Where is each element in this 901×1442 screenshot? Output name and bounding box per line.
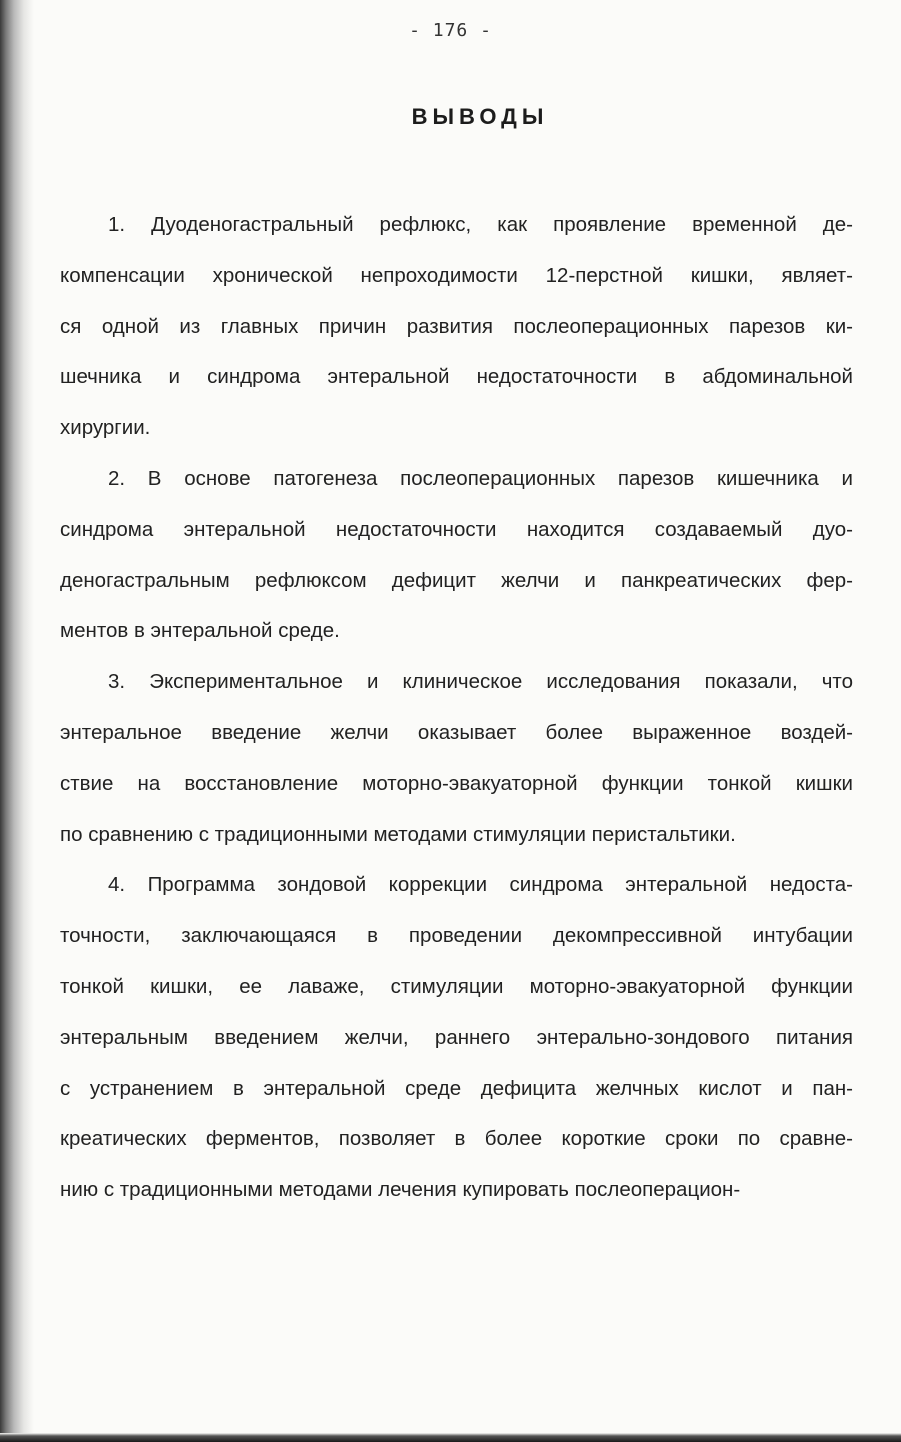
text-line: нию с традиционными методами лечения купировать послеоперацион- [60,1178,741,1202]
text-line: энтеральное введение желчи оказывает более выраженное воздей- [60,720,853,744]
page-number: - 176 - [409,20,492,41]
scan-binding-shadow [0,0,34,1442]
text-line: шечника и синдрома энтеральной недостаточности в абдоминальной [60,365,853,389]
text-line: ментов в энтеральной среде. [60,619,340,643]
paragraph-3 [60,657,853,860]
text-line: энтеральным введением желчи, раннего энтерально-зондового питания [60,1025,853,1049]
text-line: хирургии. [60,416,151,440]
text-line: креатических ферментов, позволяет в более короткие сроки по сравне- [60,1127,853,1151]
text-line: точности, заключающаяся в проведении декомпрессивной интубации [60,924,853,948]
text-line: деногастральным рефлюксом дефицит желчи и панкреатических фер- [60,568,853,592]
text-line: синдрома энтеральной недостаточности находится создаваемый дуо- [60,517,853,541]
text-line: ся одной из главных причин развития послеоперационных парезов ки- [60,314,853,338]
text-line: 1. Дуоденогастральный рефлюкс, как проявление временной де- [108,213,853,236]
text-line: ствие на восстановление моторно-эвакуаторной функции тонкой кишки [60,771,853,795]
section-heading: ВЫВОДЫ [411,104,549,129]
text-line: 2. В основе патогенеза послеоперационных парезов кишечника и [108,466,853,490]
paragraph-4 [60,860,853,1216]
text-line: 3. Экспериментальное и клиническое исследования показали, что [108,670,853,694]
paragraph-1 [60,200,853,454]
text-line: тонкой кишки, ее лаваже, стимуляции моторно-эвакуаторной функции [60,974,853,998]
text-line: 4. Программа зондовой коррекции синдрома энтеральной недоста- [108,873,853,897]
body-text [60,200,853,1216]
text-line: по сравнению с традиционными методами стимуляции перистальтики. [60,822,736,846]
paragraph-2 [60,454,853,657]
text-line: компенсации хронической непроходимости 12-перстной кишки, являет- [60,263,853,287]
scan-bottom-edge [0,1433,901,1442]
text-line: с устранением в энтеральной среде дефицита желчных кислот и пан- [60,1076,853,1100]
